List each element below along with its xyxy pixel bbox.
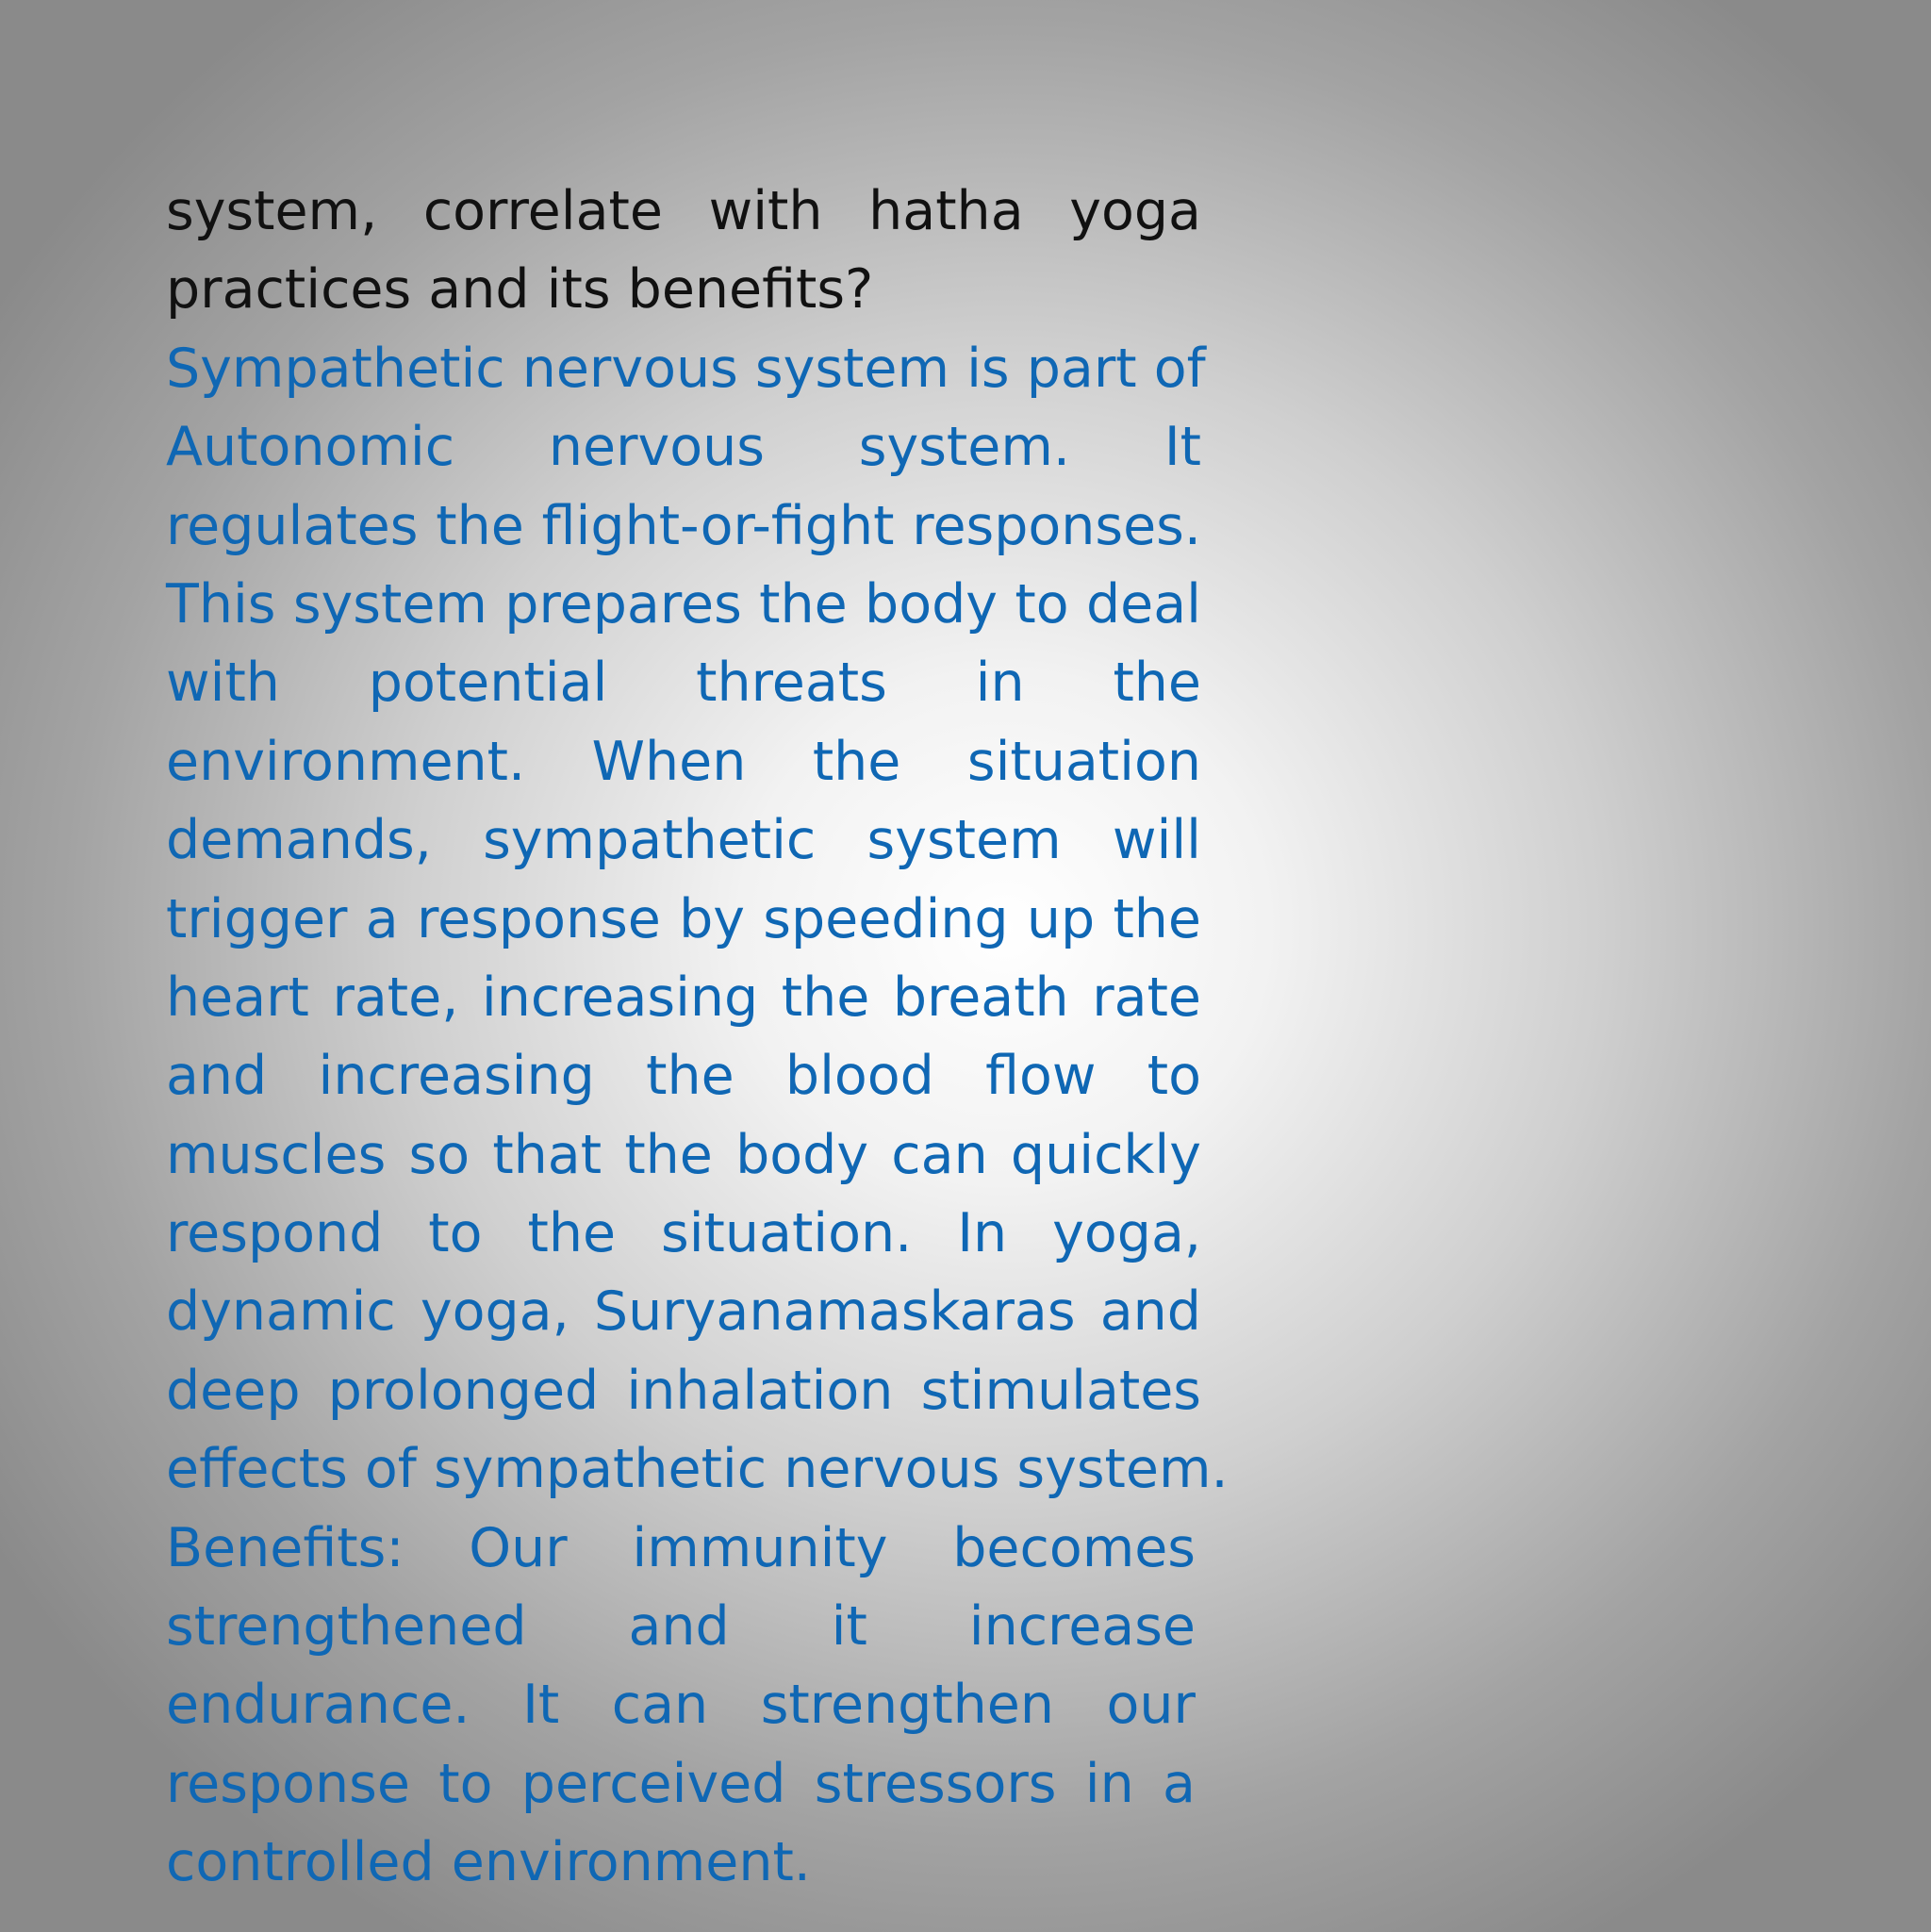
question-text: [166, 173, 1201, 330]
benefits-line-2: strengthened and it increase: [166, 1595, 1196, 1659]
benefits-line-4: response to perceived stressors in a: [166, 1752, 1196, 1815]
answer-text: [166, 330, 1229, 1510]
answer-line-14: deep prolonged inhalation stimulates: [166, 1359, 1201, 1422]
answer-line-2: Autonomic nervous system. It: [166, 416, 1201, 479]
benefits-line-1: Benefits: Our immunity becomes: [166, 1516, 1196, 1579]
answer-line-6: environment. When the situation: [166, 730, 1201, 793]
answer-line-8: trigger a response by speeding up the: [166, 887, 1201, 950]
answer-line-10: and increasing the blood flow to: [166, 1045, 1201, 1108]
question-line-1: system, correlate with hatha yoga: [166, 180, 1201, 242]
answer-line-5: with potential threats in the: [166, 652, 1201, 715]
answer-line-9: heart rate, increasing the breath rate: [166, 966, 1201, 1029]
answer-line-1: Sympathetic nervous system is part of: [166, 337, 1206, 400]
benefits-line-3: endurance. It can strengthen our: [166, 1674, 1196, 1737]
answer-line-4: This system prepares the body to deal: [166, 572, 1201, 636]
answer-line-11: muscles so that the body can quickly: [166, 1123, 1201, 1186]
answer-line-7: demands, sympathetic system will: [166, 809, 1201, 872]
benefits-text: [166, 1510, 1201, 1903]
benefits-line-5: controlled environment.: [166, 1831, 811, 1894]
answer-line-12: respond to the situation. In yoga,: [166, 1202, 1201, 1265]
answer-line-3: regulates the flight-or-fight responses.: [166, 494, 1201, 557]
slide-text: [166, 173, 1229, 1903]
answer-line-13: dynamic yoga, Suryanamaskaras and: [166, 1280, 1201, 1344]
answer-line-15: effects of sympathetic nervous system.: [166, 1438, 1229, 1501]
question-line-2: practices and its benefits?: [166, 258, 874, 322]
